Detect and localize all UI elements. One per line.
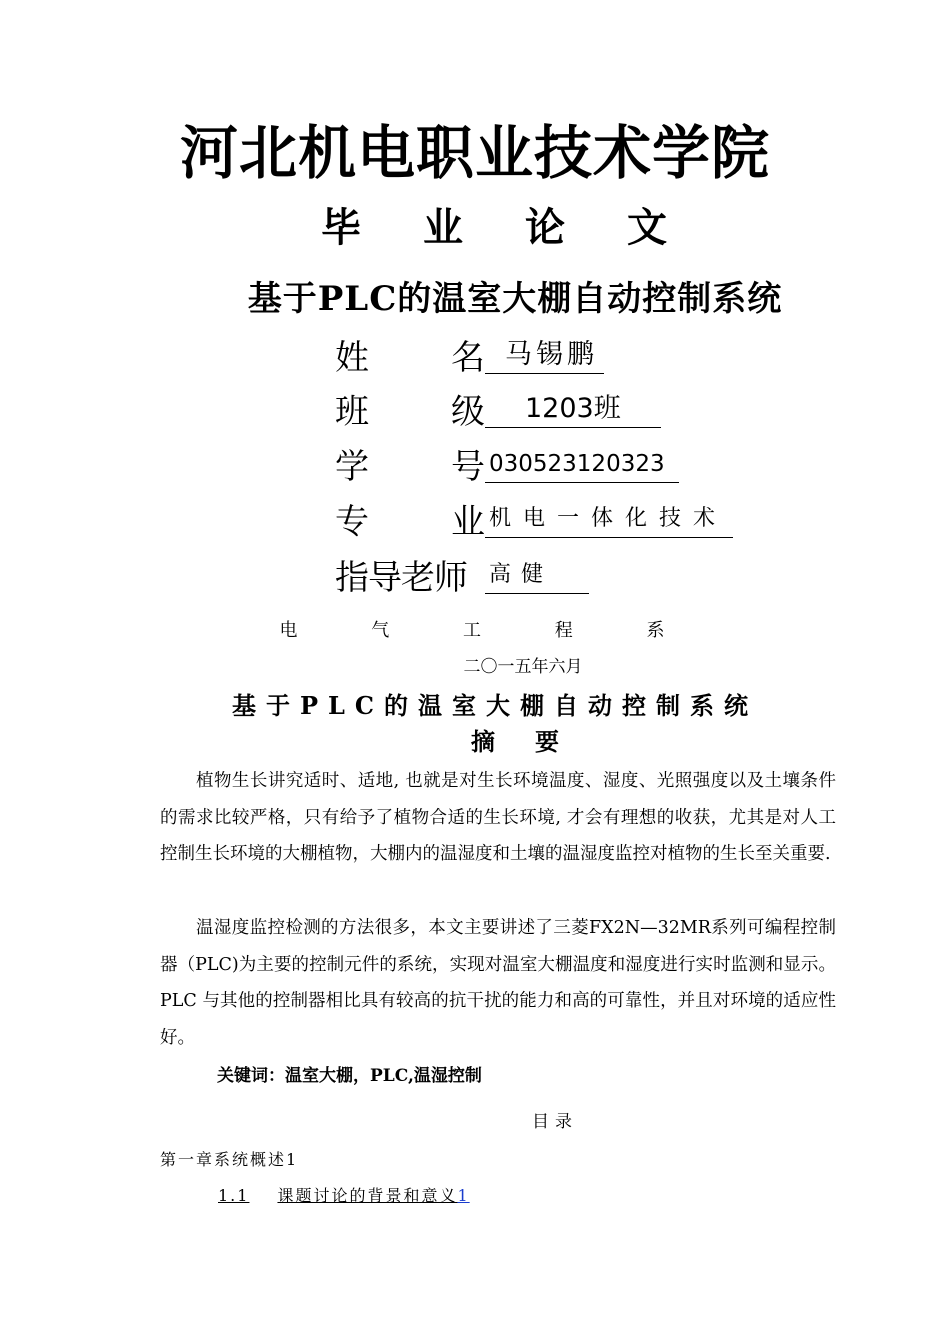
abstract-paragraph-1: 植物生长讲究适时、适地, 也就是对生长环境温度、湿度、光照强度以及土壤条件的需求比较严格，只有给予了植物合适的生长环境, 才会有理想的收获，尤其是对人工控制生长环境的大棚植物，大棚内的温湿度和土壤的温湿度监控对植物的生长至关重要. [160, 771, 836, 864]
advisor-row [335, 548, 589, 600]
department: 电 气 工 程 系 [279, 620, 671, 641]
school-name: 河北机电职业技术学院 [179, 119, 770, 187]
class-value: 1203班 [485, 391, 661, 428]
date: 二〇一五年六月 [463, 657, 583, 677]
toc-title: 目录 [532, 1112, 578, 1132]
student-id-value: 030523120323 [485, 446, 679, 483]
document-type: 毕业论文 [321, 204, 729, 251]
abstract-heading: 摘要 [471, 727, 599, 756]
abstract-paragraph-2: 温湿度监控检测的方法很多，本文主要讲述了三菱FX2N—32MR系列可编程控制器（PLC)为主要的控制元件的系统，实现对温室大棚温度和湿度进行实时监测和显示。PLC 与其他的控制器相比具有较高的抗干扰的能力和高的可靠性，并且对环境的适应性好。 [160, 918, 836, 1048]
toc-chapter-1[interactable]: 第一章系统概述1 [160, 1150, 299, 1169]
thesis-title: 基于PLC的温室大棚自动控制系统 [247, 279, 783, 319]
name-label: 姓 名 [335, 338, 485, 378]
class-row [335, 382, 661, 434]
major-label: 专 业 [335, 502, 485, 542]
toc-section-text: 1.1 课题讨论的背景和意义 [218, 1186, 458, 1205]
keywords: 关键词：温室大棚，PLC,温湿控制 [217, 1066, 482, 1086]
abstract-title: 基于PLC的温室大棚自动控制系统 [231, 691, 759, 720]
class-label: 班 级 [335, 392, 485, 432]
advisor-value: 高健 [485, 557, 589, 594]
student-id-row [335, 437, 679, 489]
name-value: 马锡鹏 [485, 337, 604, 374]
name-row [335, 328, 604, 380]
toc-page-link[interactable]: 1 [457, 1186, 470, 1205]
toc-section-1-1[interactable] [218, 1184, 470, 1208]
student-id-label: 学 号 [335, 447, 485, 487]
advisor-label: 指导老师 [335, 558, 467, 598]
major-value: 机电一体化技术 [485, 501, 733, 538]
major-row [335, 492, 733, 544]
